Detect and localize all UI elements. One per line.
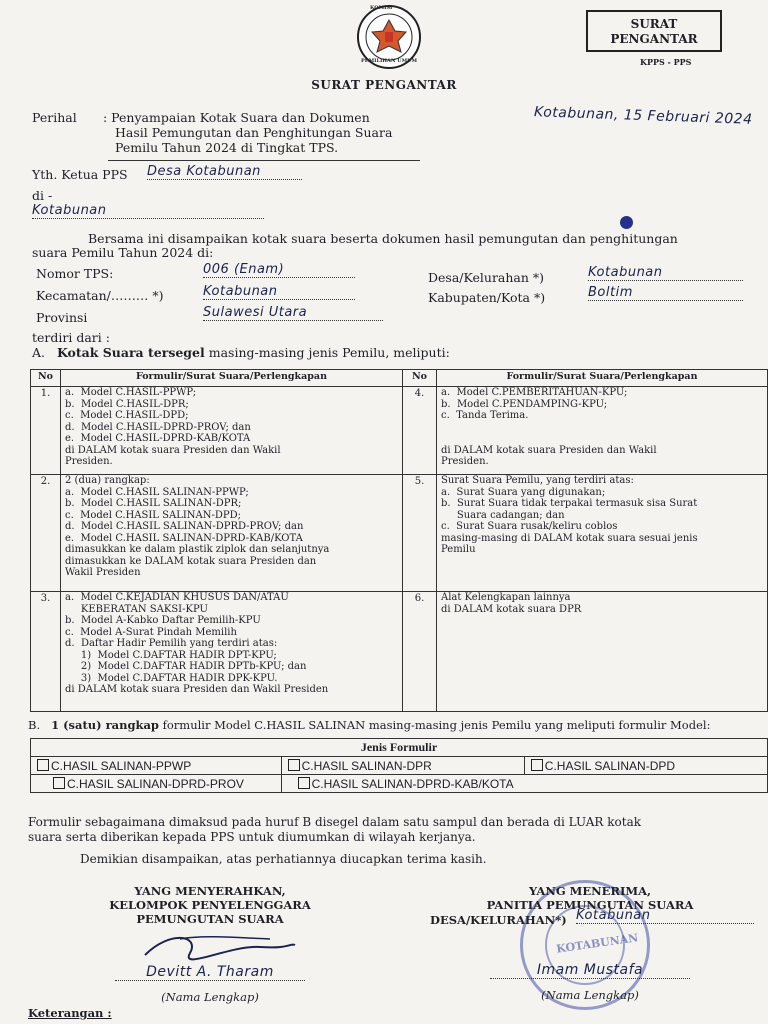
jenis-formulir-table xyxy=(30,738,768,793)
row-line: c. Tanda Terima. xyxy=(441,410,529,421)
perihal-label: Perihal xyxy=(32,110,77,125)
left-sig-line-3: PEMUNGUTAN SUARA xyxy=(136,912,284,926)
row-line: e. Model C.HASIL-DPRD-KAB/KOTA xyxy=(65,433,251,444)
formulir-label: C.HASIL SALINAN-PPWP xyxy=(51,758,192,773)
tps-label: Nomor TPS: xyxy=(36,266,114,281)
formulir-dpr xyxy=(281,757,524,775)
checkbox-icon xyxy=(288,759,300,771)
row-line: Wakil Presiden xyxy=(65,567,141,578)
row-line: KEBERATAN SAKSI-KPU xyxy=(65,603,208,615)
row-line: a. Surat Suara yang digunakan; xyxy=(441,486,606,498)
row-content xyxy=(437,387,768,475)
left-name-handwritten: Devitt A. Tharam xyxy=(115,964,305,981)
row-line: 1) Model C.DAFTAR HADIR DPT-KPU; xyxy=(65,649,277,661)
kecamatan-value: Kotabunan xyxy=(203,284,355,300)
table-row xyxy=(31,387,768,475)
terdiri-label: terdiri dari : xyxy=(32,330,110,345)
formulir-label: C.HASIL SALINAN-DPRD-KAB/KOTA xyxy=(311,776,514,791)
row-line: Surat Suara Pemilu, yang terdiri atas: xyxy=(441,475,634,486)
perihal-line-1: : Penyampaian Kotak Suara dan Dokumen xyxy=(103,110,370,125)
intro-line-1: Bersama ini disampaikan kotak suara beserta dokumen hasil pemungutan dan penghitungan xyxy=(88,231,678,246)
keterangan-label: Keterangan : xyxy=(28,1006,112,1020)
row-number: 2. xyxy=(31,475,61,592)
right-sig-line-3: DESA/KELURAHAN*) xyxy=(430,913,567,927)
formulir-label: C.HASIL SALINAN-DPRD-PROV xyxy=(67,776,244,791)
perihal-divider xyxy=(108,160,420,161)
row-line: a. Model C.HASIL SALINAN-PPWP; xyxy=(65,486,249,498)
kabupaten-label: Kabupaten/Kota *) xyxy=(428,290,546,305)
di-label: di - xyxy=(32,188,53,203)
col-form: Formulir/Surat Suara/Perlengkapan xyxy=(61,370,403,387)
row-line: 3) Model C.DAFTAR HADIR DPK-KPU. xyxy=(65,672,278,684)
closing-line-2: suara serta diberikan kepada PPS untuk diumumkan di wilayah kerjanya. xyxy=(28,830,476,844)
row-line: Presiden. xyxy=(65,456,113,467)
row-line: c. Model C.HASIL SALINAN-DPD; xyxy=(65,509,242,521)
row-content xyxy=(61,592,403,712)
checkbox-icon xyxy=(531,759,543,771)
row-number: 5. xyxy=(403,475,437,592)
ink-dot xyxy=(620,216,633,229)
section-a-heading xyxy=(32,345,450,360)
section-a-prefix: A. xyxy=(32,345,46,360)
yth-label: Yth. Ketua PPS xyxy=(32,167,128,182)
date-handwritten: Kotabunan, 15 Februari 2024 xyxy=(533,104,753,128)
section-a-rest: masing-masing jenis Pemilu, meliputi: xyxy=(208,345,450,360)
left-sig-line-2: KELOMPOK PENYELENGGARA xyxy=(109,898,311,912)
kpps-code: KPPS - PPS xyxy=(640,57,692,67)
row-line: c. Model A-Surat Pindah Memilih xyxy=(65,626,237,638)
row-line: b. Model C.HASIL-DPR; xyxy=(65,398,189,410)
perihal-line-3: Pemilu Tahun 2024 di Tingkat TPS. xyxy=(115,140,339,155)
row-line: 2) Model C.DAFTAR HADIR DPTb-KPU; dan xyxy=(65,661,307,672)
document-title: SURAT PENGANTAR xyxy=(311,78,457,92)
kabupaten-value: Boltim xyxy=(588,285,743,301)
right-sig-line-1: YANG MENERIMA, xyxy=(528,884,652,898)
table-row xyxy=(31,592,768,712)
row-line: di DALAM kotak suara Presiden dan Wakil xyxy=(65,444,281,456)
formulir-dprd-prov xyxy=(31,775,282,793)
box-line-2: PENGANTAR xyxy=(610,32,698,46)
col-form: Formulir/Surat Suara/Perlengkapan xyxy=(437,370,768,387)
formulir-dprd-kab xyxy=(281,775,767,793)
row-line: d. Daftar Hadir Pemilih yang terdiri atas: xyxy=(65,638,278,649)
row-line: dimasukkan ke DALAM kotak suara Presiden dan xyxy=(65,555,317,567)
row-number: 6. xyxy=(403,592,437,712)
left-name-caption: (Nama Lengkap) xyxy=(161,990,259,1004)
row-line: Suara cadangan; dan xyxy=(441,509,565,521)
section-a-table xyxy=(30,369,768,712)
row-line: 2 (dua) rangkap: xyxy=(65,475,150,486)
right-name-handwritten: Imam Mustafa xyxy=(490,962,690,979)
closing-line-1: Formulir sebagaimana dimaksud pada huruf B disegel dalam satu sampul dan berada di LUAR kotak xyxy=(28,815,641,829)
row-line: di DALAM kotak suara Presiden dan Wakil Presiden xyxy=(65,684,329,695)
intro-line-2: suara Pemilu Tahun 2024 di: xyxy=(32,245,214,260)
row-line: e. Model C.HASIL SALINAN-DPRD-KAB/KOTA xyxy=(65,532,303,544)
formulir-label: C.HASIL SALINAN-DPD xyxy=(544,758,676,773)
row-line: Presiden. xyxy=(441,456,489,467)
row-line: a. Model C.KEJADIAN KHUSUS DAN/ATAU xyxy=(65,592,289,603)
checkbox-icon xyxy=(298,777,310,789)
perihal-line-2: Hasil Pemungutan dan Penghitungan Suara xyxy=(115,125,393,140)
surat-pengantar-box xyxy=(586,10,722,52)
stamp-text: KOTABUNAN xyxy=(555,931,640,956)
row-line: Pemilu xyxy=(441,544,476,555)
row-line: c. Surat Suara rusak/keliru coblos xyxy=(441,521,618,532)
checkbox-icon xyxy=(53,777,65,789)
row-content xyxy=(437,475,768,592)
kecamatan-label: Kecamatan/……… *) xyxy=(36,288,164,303)
row-line: dimasukkan ke dalam plastik ziplok dan selanjutnya xyxy=(65,544,330,555)
tps-value: 006 (Enam) xyxy=(203,262,355,278)
jenis-formulir-header: Jenis Formulir xyxy=(31,739,768,757)
left-sig-line-1: YANG MENYERAHKAN, xyxy=(134,884,286,898)
row-line: di DALAM kotak suara Presiden dan Wakil xyxy=(441,444,657,456)
row-number: 4. xyxy=(403,387,437,475)
table-header-row xyxy=(31,370,768,387)
row-line xyxy=(441,433,763,445)
provinsi-value: Sulawesi Utara xyxy=(203,305,383,321)
place-handwritten: Kotabunan xyxy=(32,203,264,219)
logo-text-top: KOMISI xyxy=(370,5,393,11)
row-line: b. Model C.HASIL SALINAN-DPR; xyxy=(65,498,242,509)
row-line xyxy=(441,422,763,434)
col-no: No xyxy=(403,370,437,387)
formulir-ppwp xyxy=(31,757,282,775)
right-place-handwritten: Kotabunan xyxy=(576,908,754,924)
formulir-dpd xyxy=(524,757,767,775)
left-signature-block xyxy=(90,884,330,926)
row-content xyxy=(437,592,768,712)
section-b-bold: 1 (satu) rangkap xyxy=(51,718,159,732)
section-b-heading xyxy=(28,718,710,732)
row-line: Alat Kelengkapan lainnya xyxy=(441,592,571,603)
logo-text-bottom: PEMILIHAN UMUM xyxy=(361,58,418,64)
col-no: No xyxy=(31,370,61,387)
desa-value: Kotabunan xyxy=(588,265,743,281)
checkbox-icon xyxy=(37,759,49,771)
closing-thanks: Demikian disampaikan, atas perhatiannya diucapkan terima kasih. xyxy=(80,852,487,866)
provinsi-label: Provinsi xyxy=(36,310,88,325)
row-line: c. Model C.HASIL-DPD; xyxy=(65,410,189,421)
row-line: masing-masing di DALAM kotak suara sesuai jenis xyxy=(441,532,698,544)
formulir-label: C.HASIL SALINAN-DPR xyxy=(301,758,432,773)
row-line: d. Model C.HASIL SALINAN-DPRD-PROV; dan xyxy=(65,521,304,532)
right-sig-line-2: PANITIA PEMUNGUTAN SUARA xyxy=(486,898,694,912)
section-a-bold: Kotak Suara tersegel xyxy=(56,345,205,360)
row-number: 1. xyxy=(31,387,61,475)
row-line: a. Model C.HASIL-PPWP; xyxy=(65,387,197,398)
row-line: di DALAM kotak suara DPR xyxy=(441,603,582,615)
row-content xyxy=(61,475,403,592)
section-b-prefix: B. xyxy=(28,718,41,732)
section-b-rest: formulir Model C.HASIL SALINAN masing-masing jenis Pemilu yang meliputi formulir Model: xyxy=(162,718,711,732)
row-line: d. Model C.HASIL-DPRD-PROV; dan xyxy=(65,421,251,433)
row-line: b. Surat Suara tidak terpakai termasuk sisa Surat xyxy=(441,498,698,509)
row-line: b. Model A-Kabko Daftar Pemilih-KPU xyxy=(65,615,261,626)
pps-handwritten: Desa Kotabunan xyxy=(147,164,302,180)
desa-label: Desa/Kelurahan *) xyxy=(428,270,545,285)
right-name-caption: (Nama Lengkap) xyxy=(541,988,639,1002)
row-line: b. Model C.PENDAMPING-KPU; xyxy=(441,398,608,410)
table-row xyxy=(31,475,768,592)
box-line-1: SURAT xyxy=(630,17,678,31)
row-line: a. Model C.PEMBERITAHUAN-KPU; xyxy=(441,387,628,398)
row-content xyxy=(61,387,403,475)
row-number: 3. xyxy=(31,592,61,712)
